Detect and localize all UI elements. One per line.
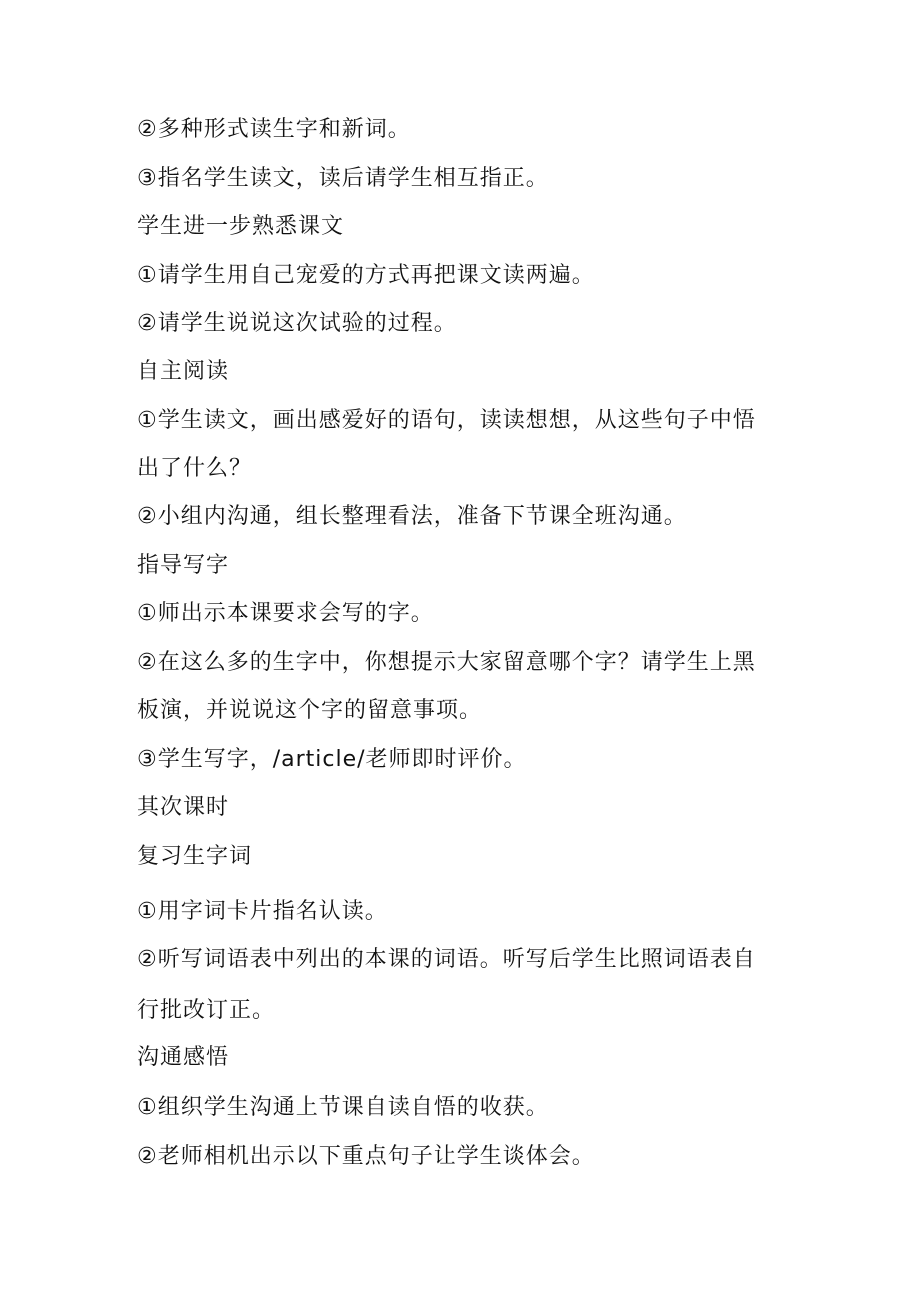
text-line: ②在这么多的生字中，你想提示大家留意哪个字？请学生上黑 (137, 650, 756, 675)
text-line: ③学生写字，/article/老师即时评价。 (137, 747, 527, 772)
text-line: ②小组内沟通，组长整理看法，准备下节课全班沟通。 (137, 504, 687, 529)
section-heading: 复习生字词 (137, 844, 253, 869)
section-heading: 学生进一步熟悉课文 (137, 214, 345, 239)
section-heading: 其次课时 (137, 795, 230, 820)
text-line: ②老师相机出示以下重点句子让学生谈体会。 (137, 1144, 595, 1169)
section-heading: 指导写字 (137, 553, 230, 578)
text-line: 行批改订正。 (137, 998, 276, 1023)
text-line: 出了什么？ (137, 456, 253, 481)
text-line: ①组织学生沟通上节课自读自悟的收获。 (137, 1095, 549, 1120)
text-line: 板演，并说说这个字的留意事项。 (137, 698, 483, 723)
text-line: ③指名学生读文，读后请学生相互指正。 (137, 166, 549, 191)
text-line: ②听写词语表中列出的本课的词语。听写后学生比照词语表自 (137, 947, 756, 972)
text-line: ②多种形式读生字和新词。 (137, 117, 411, 142)
text-line: ②请学生说说这次试验的过程。 (137, 311, 457, 336)
text-line: ①请学生用自己宠爱的方式再把课文读两遍。 (137, 263, 595, 288)
section-heading: 沟通感悟 (137, 1045, 230, 1070)
text-line: ①学生读文，画出感爱好的语句，读读想想，从这些句子中悟 (137, 408, 756, 433)
section-heading: 自主阅读 (137, 359, 230, 384)
text-line: ①用字词卡片指名认读。 (137, 899, 388, 924)
text-line: ①师出示本课要求会写的字。 (137, 601, 434, 626)
